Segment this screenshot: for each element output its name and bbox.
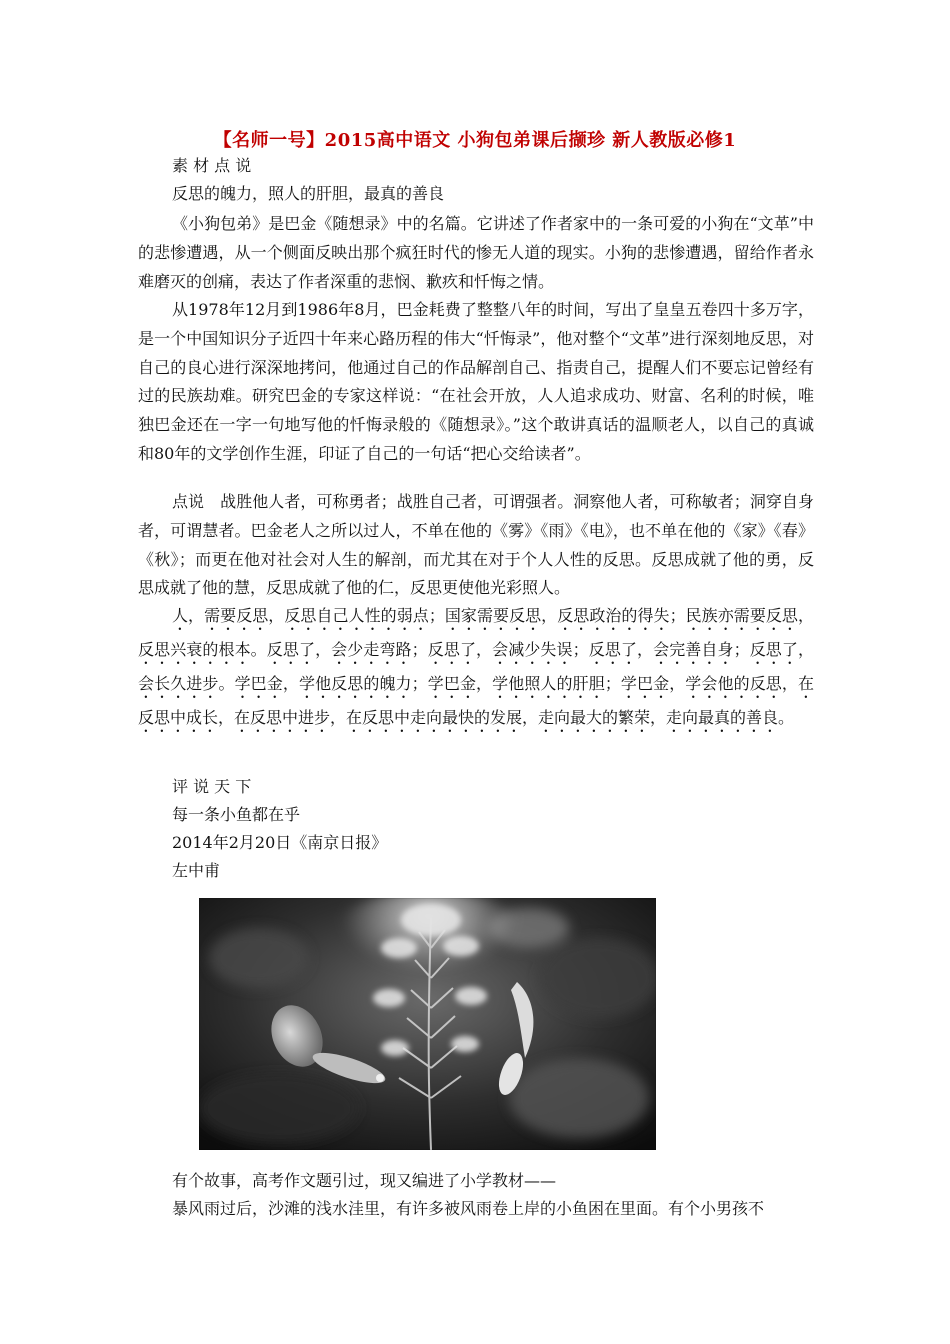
section-heading-commentary: 评 说 天 下 (172, 777, 252, 796)
paragraph-emphasis-reflection: 人，需要反思，反思自己人性的弱点；国家需要反思，反思政治的得失；民族亦需要反思，反思兴衰的根本。反思了，会少走弯路；反思了，会减少失误；反思了，会完善自身；反思了，会长久进步。学巴金，学他反思的魄力；学巴金，学他照人的肝胆；学巴金，学会他的反思，在反思中成长，在反思中进步，在反思中走向最快的发展，走向最大的繁荣，走向最真的善良。 (138, 606, 814, 727)
article-author: 左中甫 (172, 861, 221, 880)
document-title: 【名师一号】2015高中语文 小狗包弟课后撷珍 新人教版必修1 (213, 130, 737, 151)
section-subtitle: 反思的魄力，照人的肝胆，最真的善良 (172, 184, 445, 203)
paragraph-intro: 《小狗包弟》是巴金《随想录》中的名篇。它讲述了作者家中的一条可爱的小狗在“文革”中的悲惨遭遇，从一个侧面反映出那个疯狂时代的惨无人道的现实。小狗的悲惨遭遇，留给作者永难磨灭的创痛，表达了作者深重的悲悯、歉疚和忏悔之情。 (138, 214, 814, 291)
article-paragraph-1: 有个故事，高考作文题引过，现又编进了小学教材—— (172, 1171, 557, 1190)
section-heading-material: 素 材 点 说 (172, 156, 252, 175)
article-source: 2014年2月20日《南京日报》 (172, 833, 388, 852)
article-title: 每一条小鱼都在乎 (172, 805, 301, 824)
paragraph-bajin-history: 从1978年12月到1986年8月，巴金耗费了整整八年的时间，写出了皇皇五卷四十多万字，是一个中国知识分子近四十年来心路历程的伟大“忏悔录”，他对整个“文革”进行深刻地反思，对自己的良心进行深深地拷问，他通过自己的作品解剖自己、指责自己，提醒人们不要忘记曾经有过的民族劫难。研究巴金的专家这样说：“在社会开放，人人追求成功、财富、名利的时候，唯独巴金还在一字一句地写他的忏悔录般的《随想录》。”这个敢讲真话的温顺老人，以自己的真诚和80年的文学创作生涯，印证了自己的一句话“把心交给读者”。 (138, 300, 814, 463)
fish-photo (199, 898, 656, 1150)
fish-photo-image (199, 898, 656, 1150)
paragraph-commentary: 点说 战胜他人者，可称勇者；战胜自己者，可谓强者。洞察他人者，可称敏者；洞穿自身者，可谓慧者。巴金老人之所以过人，不单在他的《雾》《雨》《电》，也不单在他的《家》《春》《秋》；而更在他对社会对人生的解剖，而尤其在对于个人人性的反思。反思成就了他的勇，反思成就了他的慧，反思成就了他的仁，反思更使他光彩照人。 (138, 492, 814, 598)
article-paragraph-2: 暴风雨过后，沙滩的浅水洼里，有许多被风雨卷上岸的小鱼困在里面。有个小男孩不 (172, 1199, 765, 1218)
